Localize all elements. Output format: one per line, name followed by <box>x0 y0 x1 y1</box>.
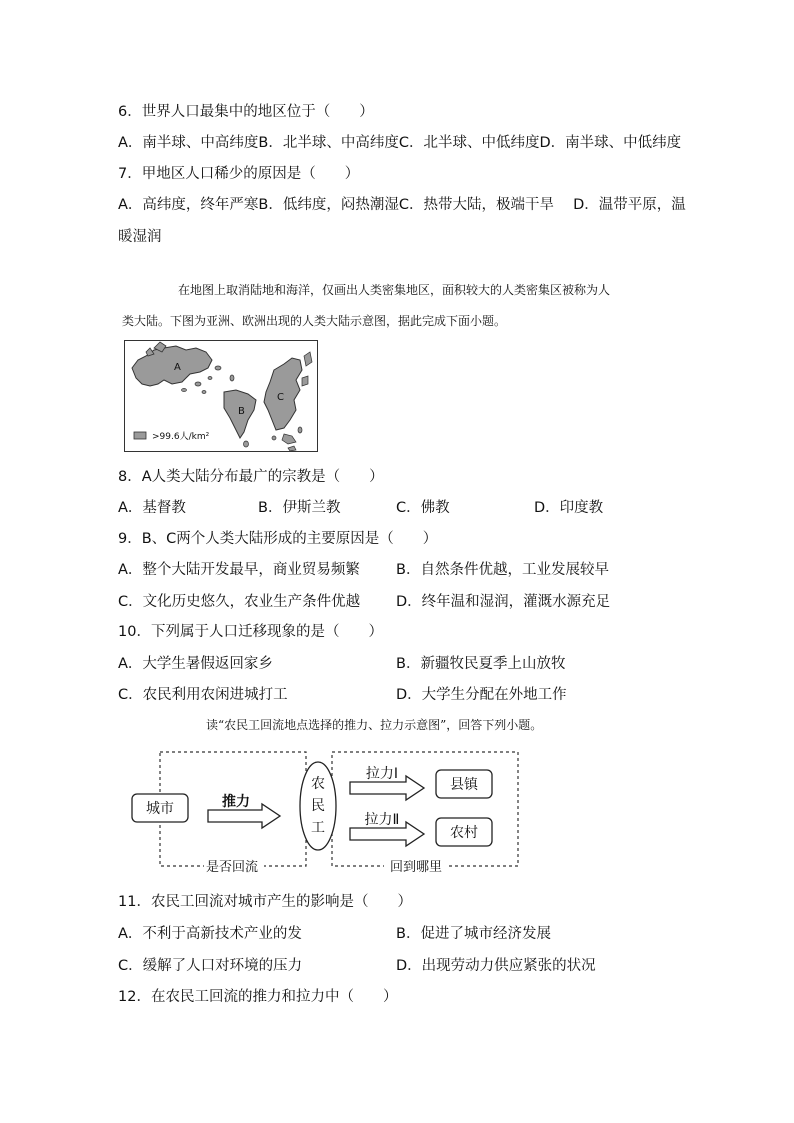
box-2-caption: 回到哪里 <box>389 860 443 875</box>
q11-option-c: C．缓解了人口对环境的压力 <box>118 958 303 974</box>
destination-box <box>332 752 518 866</box>
intro-paragraph-line1: 在地图上取消陆地和海洋，仅画出人类密集地区，面积较大的人类密集区被称为人 <box>178 283 611 297</box>
q8-option-d: D．印度教 <box>534 500 604 516</box>
q8-option-b: B．伊斯兰教 <box>258 500 341 516</box>
q10-stem: 10．下列属于人口迁移现象的是（ ） <box>118 624 383 640</box>
q7-stem: 7．甲地区人口稀少的原因是（ ） <box>118 166 360 182</box>
q9-option-d: D．终年温和湿润，灌溉水源充足 <box>396 594 611 610</box>
pull-2-label: 拉力Ⅱ <box>364 812 400 828</box>
q9-option-a: A．整个大陆开发最早，商业贸易频繁 <box>118 562 360 578</box>
legend-label: >99.6人/km² <box>152 432 210 442</box>
q7-options: A．高纬度，终年严寒B．低纬度，闷热潮湿C．热带大陆，极端干旱 D．温带平原，温 <box>118 197 686 213</box>
worker-char-3: 工 <box>311 820 325 836</box>
q7-options-continued: 暖湿润 <box>118 229 162 245</box>
q10-option-a: A．大学生暑假返回家乡 <box>118 656 273 672</box>
worker-char-2: 民 <box>311 798 325 814</box>
human-continent-map <box>124 340 318 452</box>
push-label: 推力 <box>222 794 250 810</box>
region-a-label: A <box>174 362 181 373</box>
q11-option-b: B．促进了城市经济发展 <box>396 926 551 942</box>
village-label: 农村 <box>450 825 478 841</box>
q10-option-b: B．新疆牧民夏季上山放牧 <box>396 656 566 672</box>
q11-option-d: D．出现劳动力供应紧张的状况 <box>396 958 596 974</box>
q12-stem: 12．在农民工回流的推力和拉力中（ ） <box>118 989 398 1005</box>
q8-stem: 8．A人类大陆分布最广的宗教是（ ） <box>118 469 384 485</box>
q8-option-c: C．佛教 <box>396 500 450 516</box>
intro-paragraph-line2: 类大陆。下图为亚洲、欧洲出现的人类大陆示意图，据此完成下面小题。 <box>122 314 507 328</box>
city-label: 城市 <box>146 801 174 817</box>
q9-option-c: C．文化历史悠久，农业生产条件优越 <box>118 594 361 610</box>
county-label: 县镇 <box>450 777 478 793</box>
q6-stem: 6．世界人口最集中的地区位于（ ） <box>118 104 374 120</box>
region-c-label: C <box>277 392 284 403</box>
box-1-caption: 是否回流 <box>205 860 259 875</box>
q8-option-a: A．基督教 <box>118 500 186 516</box>
region-b-label: B <box>238 406 245 417</box>
q6-options: A．南半球、中高纬度B．北半球、中高纬度C．北半球、中低纬度D．南半球、中低纬度 <box>118 135 682 151</box>
q10-option-c: C．农民利用农闲进城打工 <box>118 687 288 703</box>
q9-stem: 9．B、C两个人类大陆形成的主要原因是（ ） <box>118 531 438 547</box>
q11-stem: 11．农民工回流对城市产生的影响是（ ） <box>118 894 412 910</box>
q10-option-d: D．大学生分配在外地工作 <box>396 687 567 703</box>
legend-swatch <box>134 432 146 439</box>
q11-option-a: A．不利于高新技术产业的发 <box>118 926 302 942</box>
push-pull-diagram <box>128 748 524 878</box>
pull-1-label: 拉力Ⅰ <box>365 766 399 782</box>
intro-paragraph-2: 读“农民工回流地点选择的推力、拉力示意图”，回答下列小题。 <box>206 718 543 732</box>
worker-char-1: 农 <box>311 776 325 792</box>
q9-option-b: B．自然条件优越，工业发展较早 <box>396 562 609 578</box>
